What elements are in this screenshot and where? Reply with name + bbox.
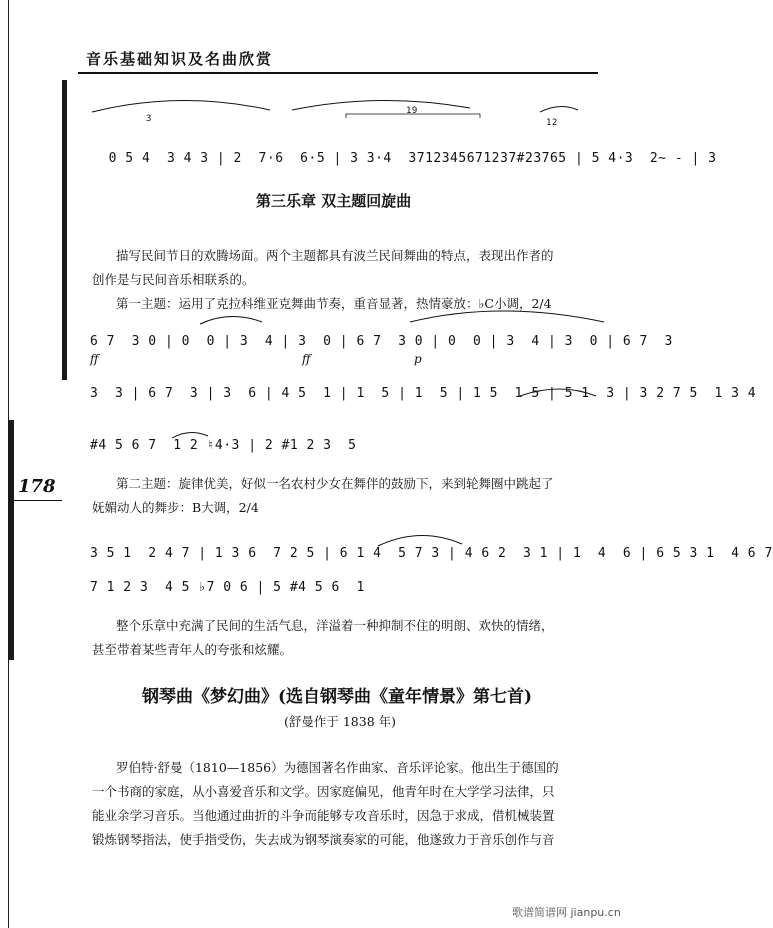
theme1-description <box>116 292 552 316</box>
bio-line-3: 能业余学习音乐。当他通过曲折的斗争而能够专攻音乐时，因急于求成，借机械装置 <box>92 808 555 823</box>
section-title: 第三乐章 双主题回旋曲 <box>256 192 412 210</box>
score-theme2-line2: 7 1 2 3 4 5 ♭7 0 6 | 5 #4 5 6 1 <box>90 580 365 595</box>
score-theme1-line1: 6 7 3 0 | 0 0 | 3 4 | 3 0 | 6 7 3 0 | 0 0 | 3 4 | 3 0 | 6 7 3 <box>90 334 673 349</box>
closing-paragraph-2: 甚至带着某些青年人的夸张和炫耀。 <box>92 642 293 657</box>
tuplet-label: 3 <box>146 114 152 124</box>
piece-title: 钢琴曲《梦幻曲》(选自钢琴曲《童年情景》第七首) <box>142 687 533 707</box>
theme1-text: 第一主题：运用了克拉科维亚克舞曲节奏，重音显著，热情豪放： <box>116 296 479 311</box>
piece-subtitle: (舒曼作于 1838 年) <box>284 714 397 729</box>
page-number: 178 <box>18 476 56 497</box>
closing-paragraph-1: 整个乐章中充满了民间的生活气息，洋溢着一种抑制不住的明朗、欢快的情绪， <box>116 618 554 633</box>
intro-line-1: 描写民间节日的欢腾场面。两个主题都具有波兰民间舞曲的特点，表现出作者的 <box>116 248 554 263</box>
bio-line-4: 锻炼钢琴指法，使手指受伤，失去成为钢琴演奏家的可能，他遂致力于音乐创作与音 <box>92 832 555 847</box>
score-theme1-line3: #4 5 6 7 1 2 ♮4·3 | 2 #1 2 3 5 <box>90 438 357 453</box>
bio-line-1: 罗伯特·舒曼（1810—1856）为德国著名作曲家、音乐评论家。他出生于德国的 <box>116 760 559 775</box>
score-theme2-line1: 3 5 1 2 4 7 | 1 3 6 7 2 5 | 6 1 4 5 7 3 | 4 6 2 3 1 | 1 4 6 | 6 5 3 1 4 6 7 <box>90 546 773 561</box>
section-intro-2: 创作是与民间音乐相联系的。 <box>92 272 255 287</box>
bio-line-2: 一个书商的家庭，从小喜爱音乐和文学。因家庭偏见，他青年时在大学学习法律，只 <box>92 784 555 799</box>
theme1-key: ♭C小调，2/4 <box>478 296 552 311</box>
tuplet-label: 19 <box>406 106 418 116</box>
theme2-description: 第二主题：旋律优美，好似一名农村少女在舞伴的鼓励下，来到轮舞圈中跳起了 <box>116 476 554 491</box>
theme2-description-2: 妩媚动人的舞步：B大调，2/4 <box>92 500 259 515</box>
dynamic-marking: ff <box>302 352 311 366</box>
score-line-intro <box>92 136 717 166</box>
section-intro <box>116 244 554 268</box>
tuplet-label: 12 <box>546 118 558 128</box>
dynamic-marking: ff <box>90 352 99 366</box>
running-header: 音乐基础知识及名曲欣赏 <box>86 50 274 68</box>
score-notes: 0 5 4 3 4 3 | 2 7·6 6·5 | 3 3·4 3712345671237#23765 | 5 4·3 2~ - | 3 <box>108 151 717 166</box>
dynamic-marking: p <box>414 352 422 366</box>
watermark: 歌谱简谱网 jianpu.cn <box>512 906 621 919</box>
score-theme1-line2: 3 3 | 6 7 3 | 3 6 | 4 5 1 | 1 5 | 1 5 | 1 5 1 5 | 5 1 3 | 3 2 7 5 1 3 4 <box>90 386 757 401</box>
